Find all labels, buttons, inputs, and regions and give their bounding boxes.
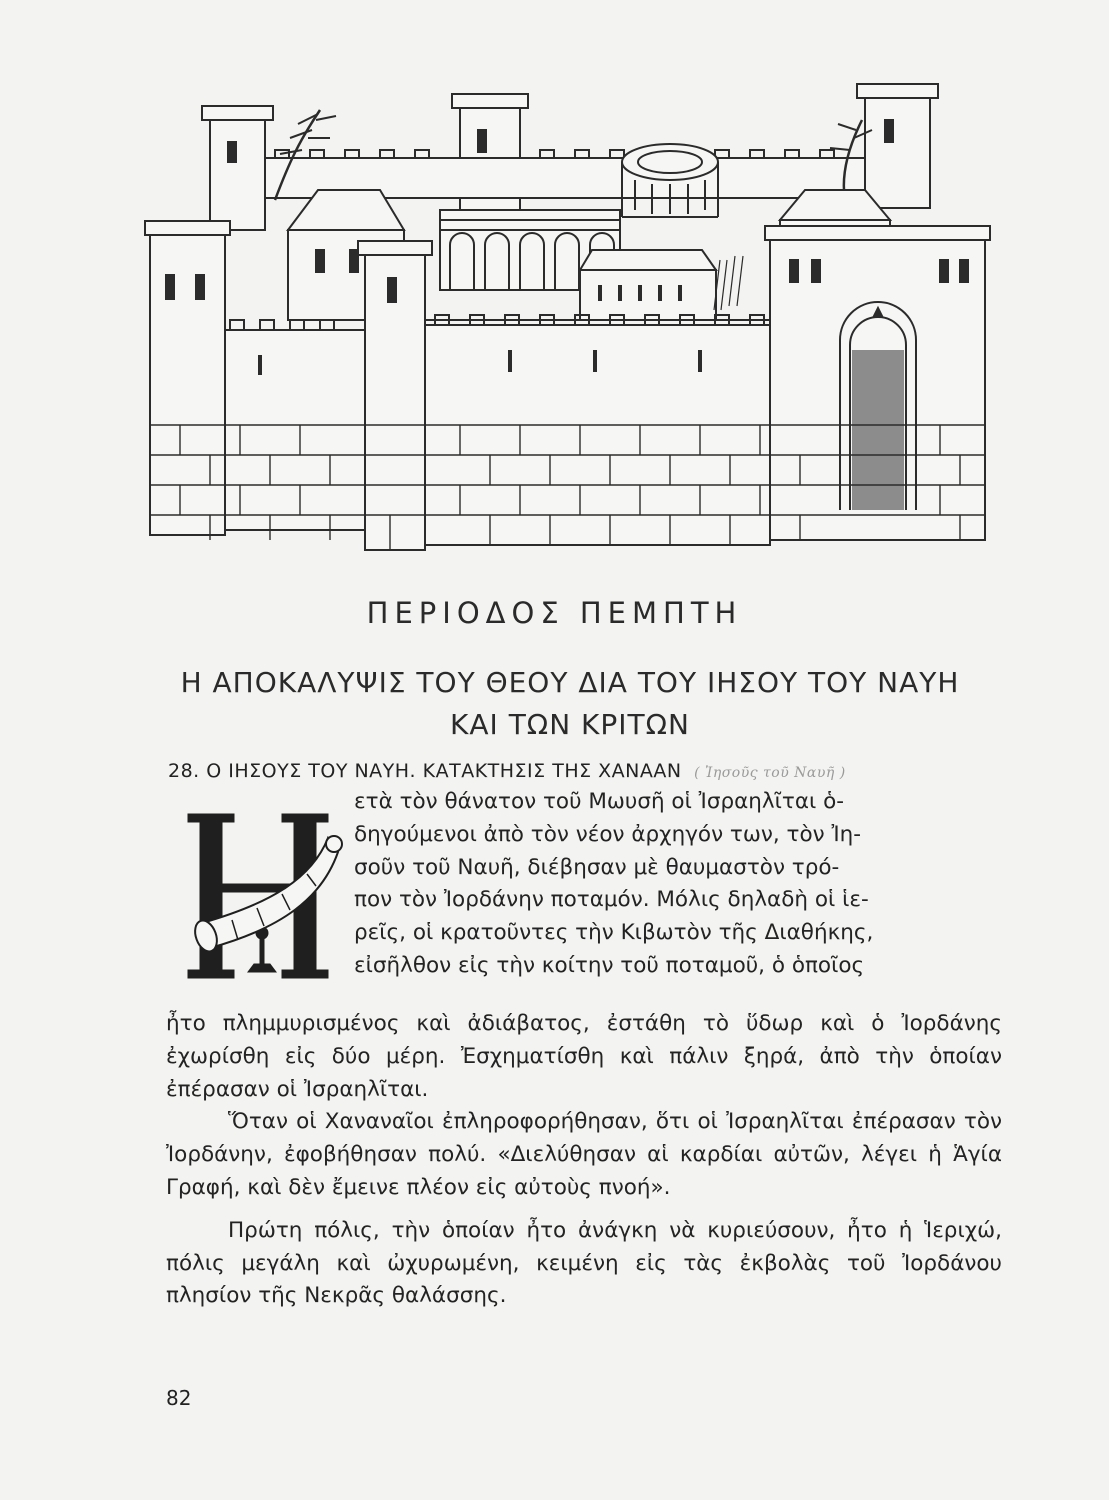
paragraph-1-opening	[354, 786, 1002, 983]
text-line: σοῦν τοῦ Ναυῆ, διέβησαν μὲ θαυμαστὸν τρό-	[354, 854, 840, 880]
section-title: 28. Ο ΙΗΣΟΥΣ ΤΟΥ ΝΑΥΗ. ΚΑΤΑΚΤΗΣΙΣ ΤΗΣ ΧΑΝΑΑΝ	[168, 760, 682, 782]
paragraph-2: Ὅταν οἱ Χαναναῖοι ἐπληροφορήθησαν, ὅτι οἱ Ἰσραηλῖται ἐπέρασαν τὸν Ἰορδάνην, ἐφοβήθησαν πολύ. «Διελύθησαν αἱ καρδίαι αὐτῶν, λέγει ἡ Ἁγία Γραφή, καὶ δὲν ἔμεινε πλέον εἰς αὐτοὺς πνοή».	[166, 1109, 1002, 1200]
paragraph-1-continuation: ἦτο πλημμυρισμένος καὶ ἀδιάβατος, ἐστάθη τὸ ὕδωρ καὶ ὁ Ἰορδάνης ἐχωρίσθη εἰς δύο μέρη. Ἐσχηματίσθη καὶ πάλιν ξηρά, ἀπὸ τὴν ὁποίαν ἐπέρασαν οἱ Ἰσραηλῖται.	[166, 1011, 1002, 1102]
page-number: 82	[166, 1386, 192, 1410]
text-line: ετὰ τὸν θάνατον τοῦ Μωυσῆ οἱ Ἰσραηλῖται ὁ-	[354, 789, 845, 814]
walled-city-illustration	[140, 80, 1000, 560]
text-line: εἰσῆλθον εἰς τὴν κοίτην τοῦ ποταμοῦ, ὁ ὁποῖος	[354, 952, 865, 978]
period-heading: ΠΕΡΙΟΔΟΣ ΠΕΜΠΤΗ	[366, 596, 743, 630]
paragraph-3: Πρώτη πόλις, τὴν ὁποίαν ἦτο ἀνάγκη νὰ κυριεύσουν, ἦτο ἡ Ἱεριχώ, πόλις μεγάλη καὶ ὠχυρωμένη, κειμένη εἰς τὰς ἐκβολὰς τοῦ Ἰορδάνου πλησίον τῆς Νεκρᾶς θαλάσσης.	[166, 1217, 1002, 1309]
drop-cap-horn-icon	[162, 808, 347, 988]
section-heading	[168, 760, 846, 782]
chapter-title-line-2: ΚΑΙ ΤΩΝ ΚΡΙΤΩΝ	[450, 708, 690, 741]
text-line: πον τὸν Ἰορδάνην ποταμόν. Μόλις δηλαδὴ οἱ ἱε-	[354, 887, 869, 913]
section-reference: ( Ἰησοῦς τοῦ Ναυῆ )	[694, 765, 846, 781]
text-line: δηγούμενοι ἀπὸ τὸν νέον ἀρχηγόν των, τὸν Ἰη-	[354, 821, 862, 847]
chapter-title-line-1: Η ΑΠΟΚΑΛΥΨΙΣ ΤΟΥ ΘΕΟΥ ΔΙΑ ΤΟΥ ΙΗΣΟΥ ΤΟΥ ΝΑΥΗ	[180, 666, 960, 699]
text-line: ρεῖς, οἱ κρατοῦντες τὴν Κιβωτὸν τῆς Διαθήκης,	[354, 920, 874, 946]
body-text	[166, 1008, 1002, 1313]
chapter-title	[120, 662, 1020, 746]
